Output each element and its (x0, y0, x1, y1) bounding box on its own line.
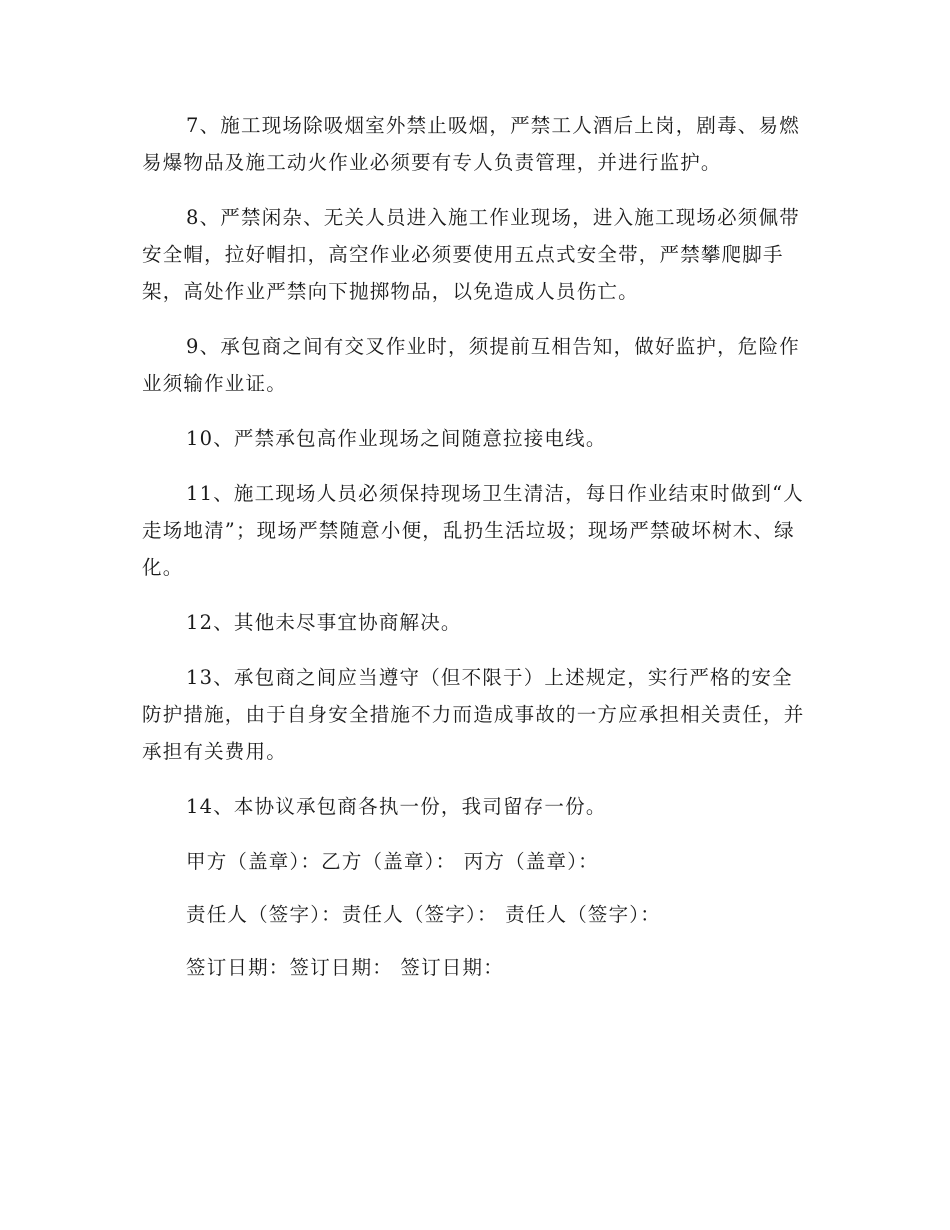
clause-7: 7、施工现场除吸烟室外禁止吸烟，严禁工人酒后上岗，剧毒、易燃易爆物品及施工动火作业必须要有专人负责管理，并进行监护。 (142, 114, 800, 174)
clause-8: 8、严禁闲杂、无关人员进入施工作业现场，进入施工现场必须佩带安全帽，拉好帽扣，高空作业必须要使用五点式安全带，严禁攀爬脚手架，高处作业严禁向下抛掷物品，以免造成人员伤亡。 (142, 206, 800, 303)
party-seal-line: 甲方（盖章）：乙方（盖章）： 丙方（盖章）： (186, 850, 599, 873)
document-body (142, 107, 810, 1002)
signing-date-line: 签订日期：签订日期： 签订日期： (186, 956, 504, 979)
clause-11: 11、施工现场人员必须保持现场卫生清洁，每日作业结束时做到“人走场地清”；现场严禁随意小便，乱扔生活垃圾；现场严禁破坏树木、绿化。 (142, 482, 804, 579)
responsible-person-signature-line: 责任人（签字）：责任人（签字）： 责任人（签字）： (186, 903, 661, 926)
clause-14: 14、本协议承包商各执一份，我司留存一份。 (186, 795, 607, 818)
clause-12: 12、其他未尽事宜协商解决。 (186, 611, 462, 634)
clause-13: 13、承包商之间应当遵守（但不限于）上述规定，实行严格的安全防护措施，由于自身安全措施不力而造成事故的一方应承担相关责任，并承担有关费用。 (142, 666, 805, 763)
clause-9: 9、承包商之间有交叉作业时，须提前互相告知，做好监护，危险作业须输作业证。 (142, 335, 800, 395)
clause-10: 10、严禁承包高作业现场之间随意拉接电线。 (186, 427, 607, 450)
